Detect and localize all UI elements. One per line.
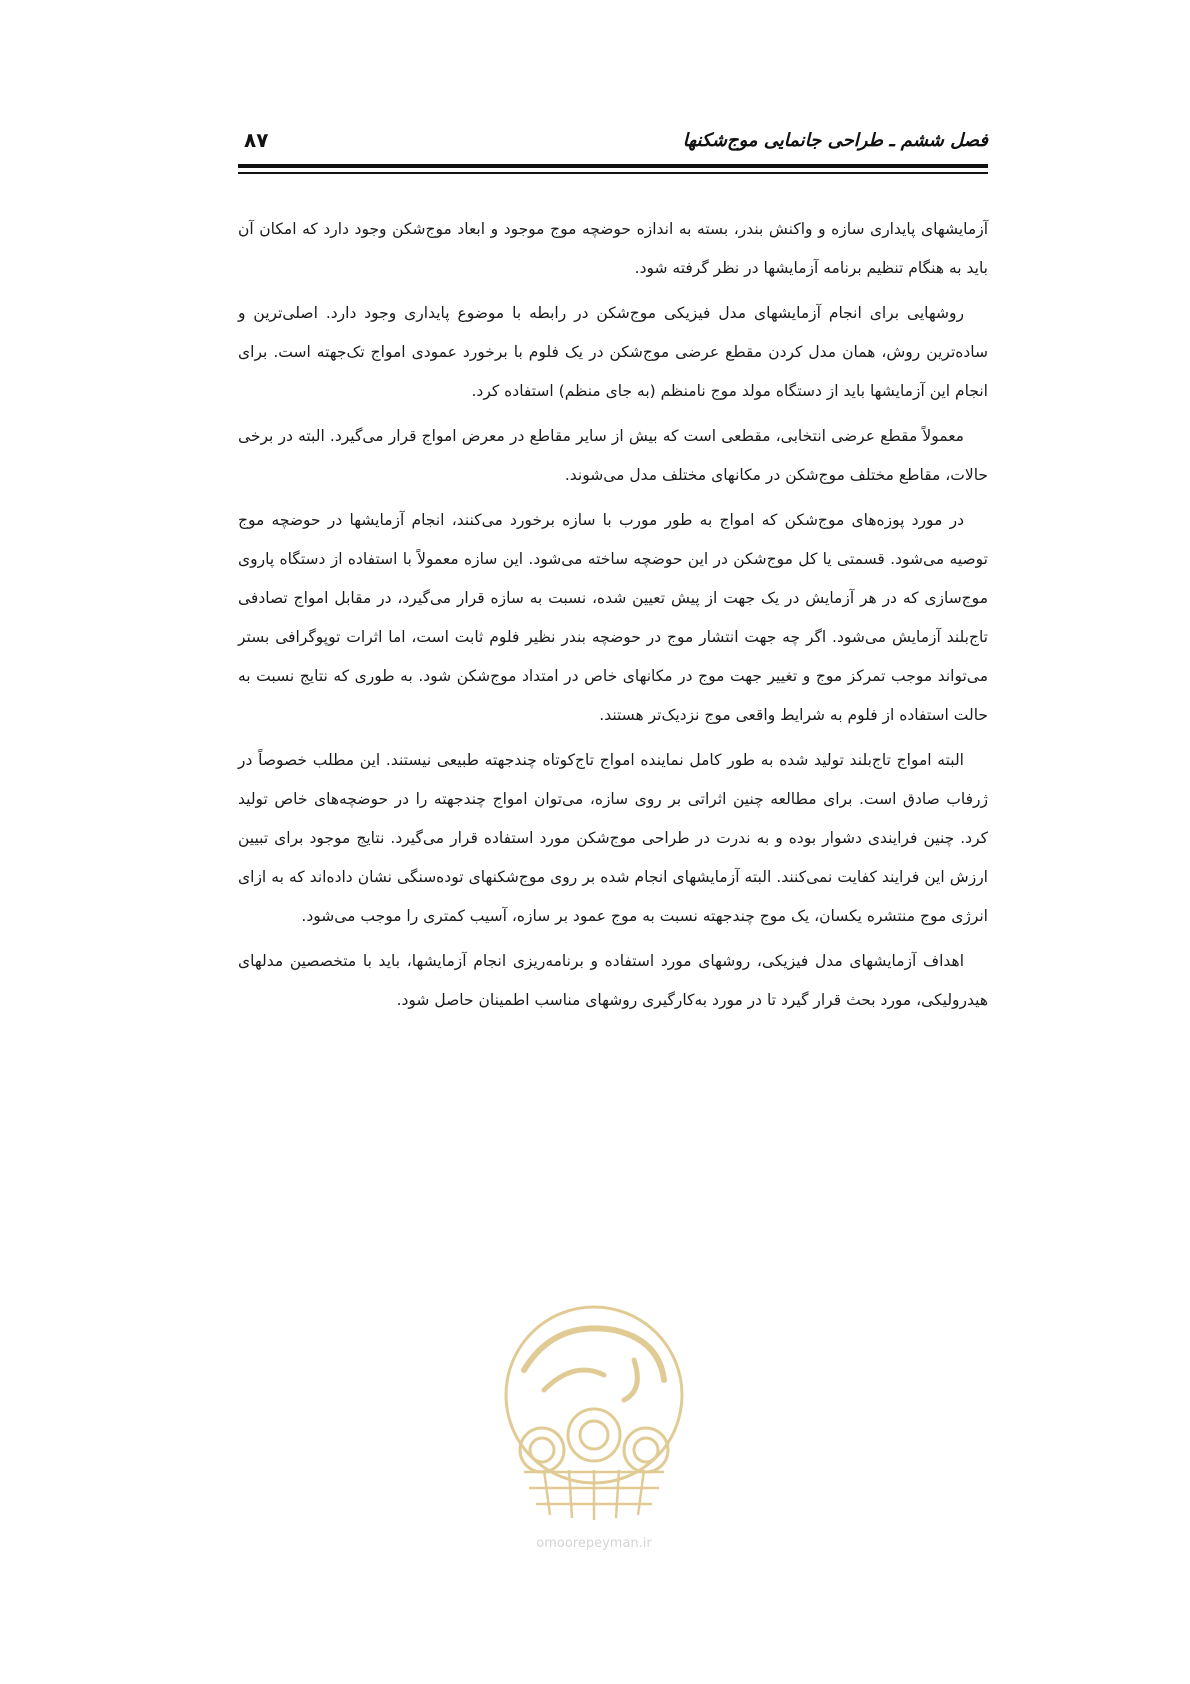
page-header [238, 124, 988, 164]
paragraph: آزمایشهای پایداری سازه و واکنش بندر، بسته به اندازه حوضچه موج موجود و ابعاد موج‌شکن وجود دارد که امکان آن باید به هنگام تنظیم برنامه آزمایشها در نظر گرفته شود. [238, 220, 988, 277]
watermark-logo [484, 1300, 704, 1570]
paragraph: در مورد پوزه‌های موج‌شکن که امواج به طور مورب با سازه برخورد می‌کنند، انجام آزمایشها در حوضچه موج توصیه می‌شود. قسمتی یا کل موج‌شکن در این حوضچه ساخته می‌شود. این سازه معمولاً با استفاده از دستگاه پاروی موج‌سازی که در هر آزمایش در یک جهت از پیش تعیین شده، نسبت به سازه قرار می‌گیرد، در مقابل امواج تصادفی تاج‌بلند آزمایش می‌شود. اگر چه جهت انتشار موج در حوضچه بندر نظیر فلوم ثابت است، اما اثرات توپوگرافی بستر می‌تواند موجب تمرکز موج و تغییر جهت موج در مکانهای خاص در امتداد موج‌شکن شود. به طوری که نتایج نسبت به حالت استفاده از فلوم به شرایط واقعی موج نزدیک‌تر هستند. [238, 511, 988, 724]
paragraph: البته امواج تاج‌بلند تولید شده به طور کامل نماینده امواج تاج‌کوتاه چندجهته طبیعی نیستند. این مطلب خصوصاً در ژرفاب صادق است. برای مطالعه چنین اثراتی بر روی سازه، می‌توان امواج چندجهته را در حوضچه‌های خاص تولید کرد. چنین فرایندی دشوار بوده و به ندرت در طراحی موج‌شکن مورد استفاده قرار می‌گیرد. نتایج موجود برای تبیین ارزش این فرایند کفایت نمی‌کنند. البته آزمایشهای انجام شده بر روی موج‌شکنهای توده‌سنگی نشان داده‌اند که به ازای انرژی موج منتشره یکسان، یک موج چندجهته نسبت به موج عمود بر سازه، آسیب کمتری را موجب می‌شود. [238, 751, 988, 925]
header-rule-thick [238, 164, 988, 168]
seal-icon [484, 1300, 704, 1530]
paragraph: روشهایی برای انجام آزمایشهای مدل فیزیکی موج‌شکن در رابطه با موضوع پایداری وجود دارد. اصلی‌ترین و ساده‌ترین روش، همان مدل کردن مقطع عرضی موج‌شکن در یک فلوم با برخورد عمودی امواج تک‌جهته است. برای انجام این آزمایشها باید از دستگاه مولد موج نامنظم (به جای منظم) استفاده کرد. [238, 304, 988, 400]
watermark-url: omoorepeyman.ir [536, 1536, 652, 1551]
page-number: ۸۷ [244, 128, 269, 152]
paragraph: اهداف آزمایشهای مدل فیزیکی، روشهای مورد استفاده و برنامه‌ریزی انجام آزمایشها، باید با متخصصین مدلهای هیدرولیکی، مورد بحث قرار گیرد تا در مورد به‌کارگیری روشهای مناسب اطمینان حاصل شود. [238, 952, 988, 1009]
paragraph: معمولاً مقطع عرضی انتخابی، مقطعی است که بیش از سایر مقاطع در معرض امواج قرار می‌گیرد. البته در برخی حالات، مقاطع مختلف موج‌شکن در مکانهای مختلف مدل می‌شوند. [238, 427, 988, 484]
header-rule-thin [238, 172, 988, 174]
chapter-title: فصل ششم ـ طراحی جانمایی موج‌شکنها [682, 130, 988, 151]
body-text [238, 210, 988, 1026]
